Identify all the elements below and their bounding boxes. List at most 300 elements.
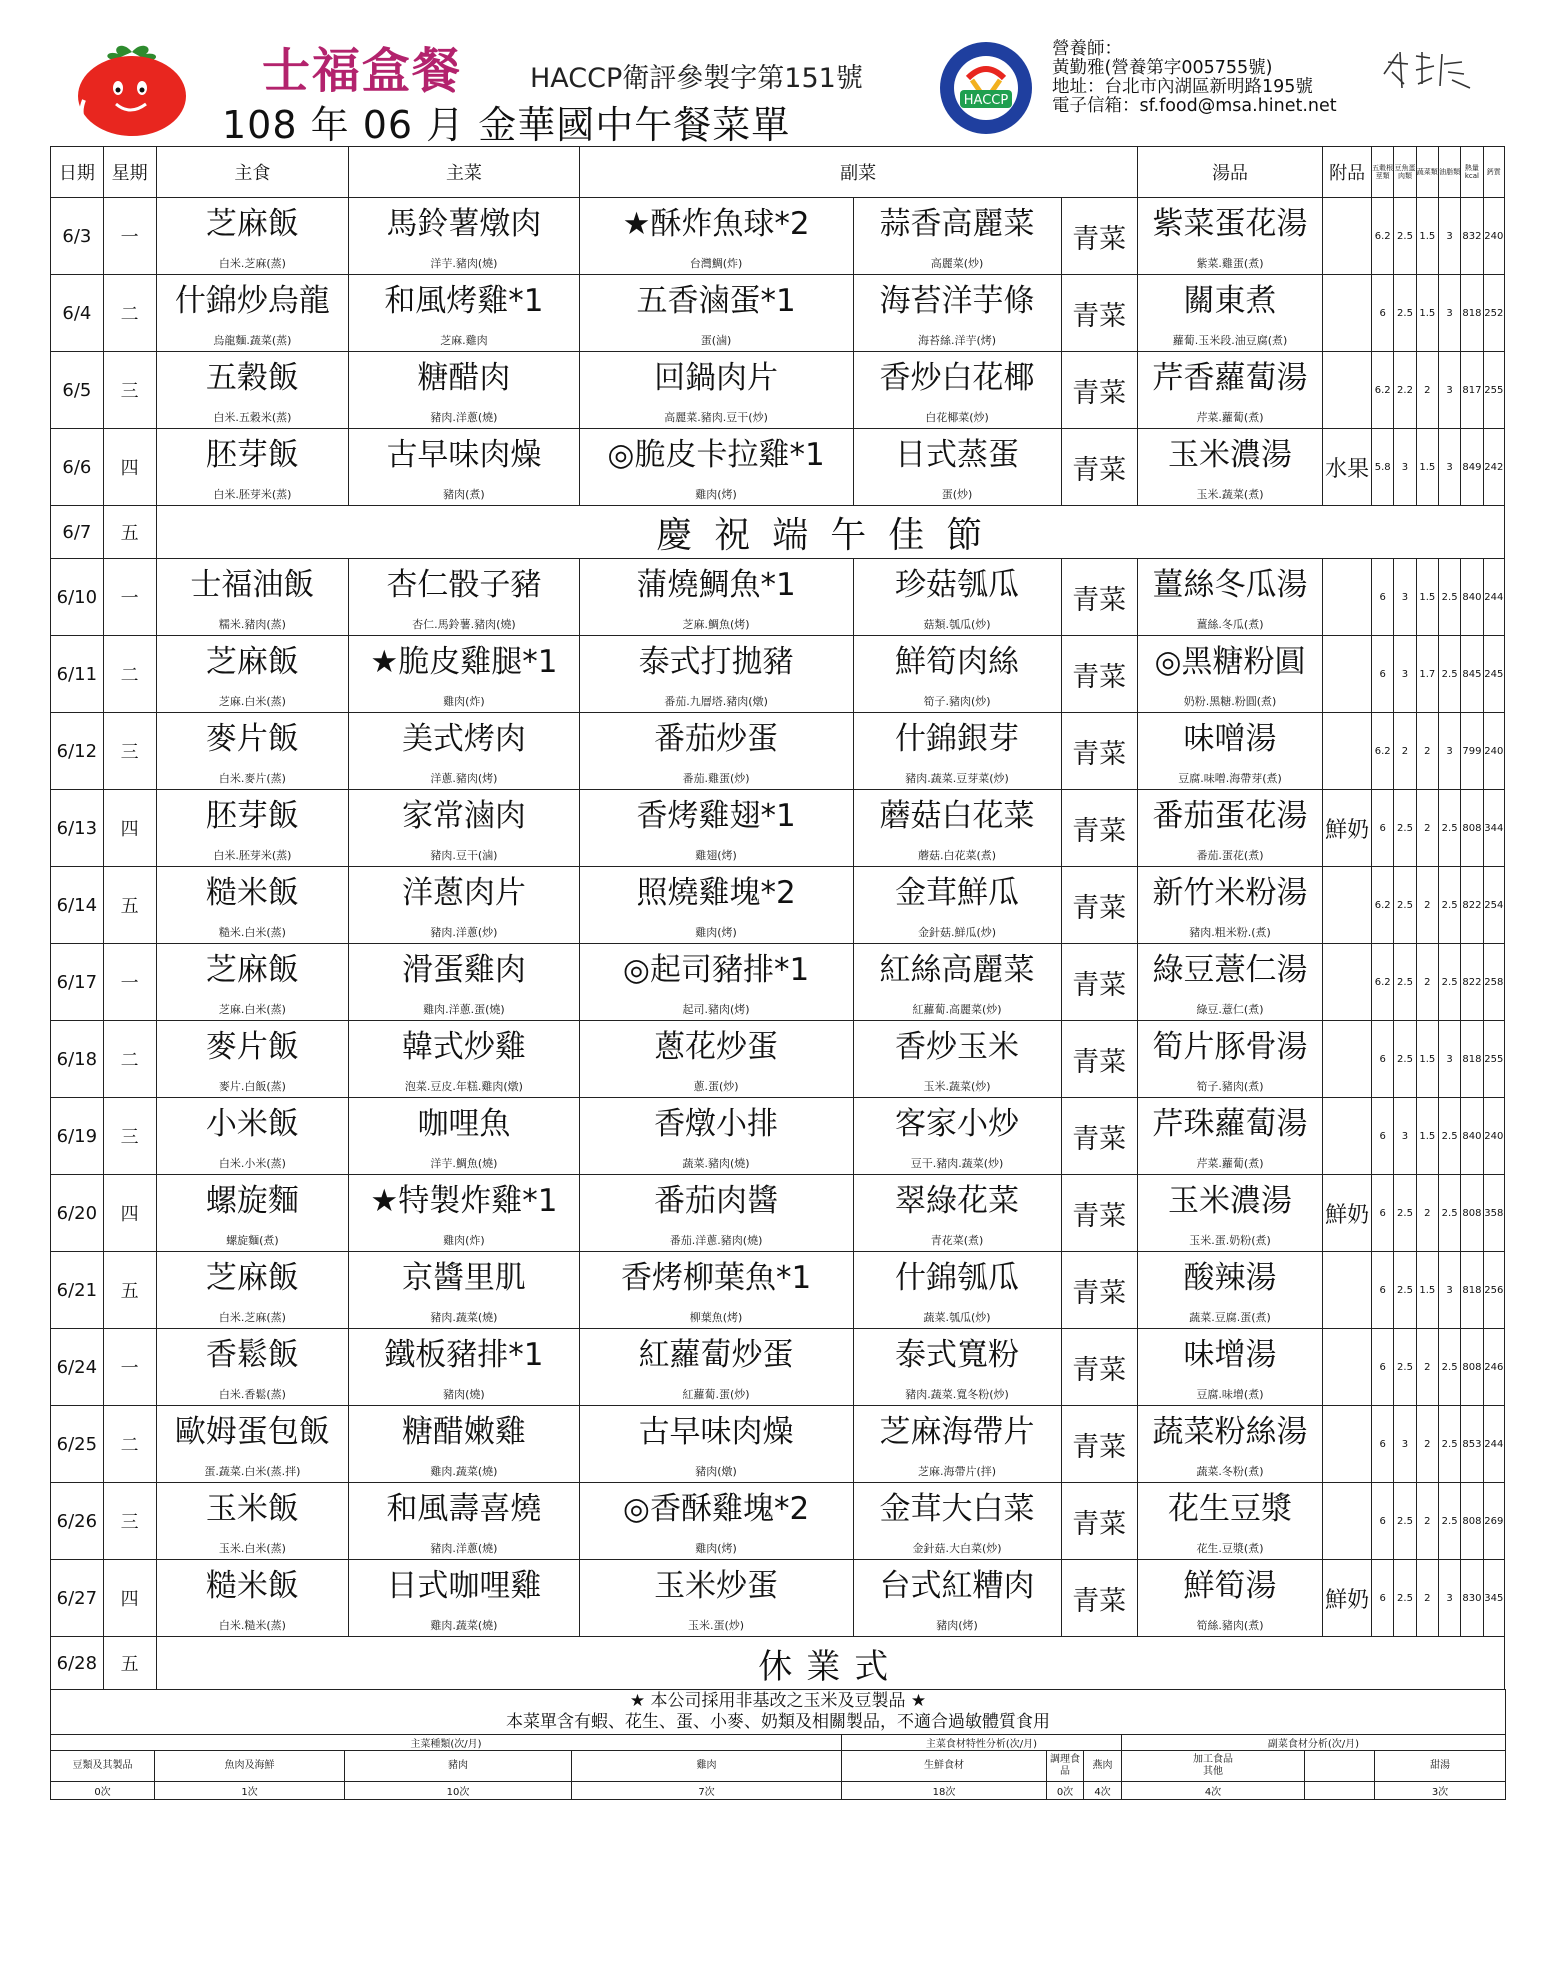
main-dish-block xyxy=(349,1023,578,1095)
staple-dish-block xyxy=(157,1177,349,1249)
staple-dish-ingredients: 麥片.白飯(蒸) xyxy=(218,1080,286,1093)
soup-name: 味增湯 xyxy=(1183,1337,1277,1373)
staple-dish xyxy=(156,867,349,944)
main-dish-ingredients: 雞肉(炸) xyxy=(443,695,485,708)
day-weekday: 五 xyxy=(103,867,156,944)
side-dish-1-block xyxy=(580,1100,853,1172)
main-dish-ingredients: 雞肉(炸) xyxy=(443,1234,485,1247)
nutrition-calcium: 255 xyxy=(1483,1021,1504,1098)
side-dish-1 xyxy=(579,867,853,944)
soup xyxy=(1137,867,1323,944)
side-dish-2-ingredients: 蔬菜.瓠瓜(炒) xyxy=(923,1311,991,1324)
footer-label: 調理食品 xyxy=(1047,1751,1084,1782)
main-dish xyxy=(349,867,579,944)
main-dish-name: 京醬里肌 xyxy=(401,1260,526,1296)
soup-name: 酸辣湯 xyxy=(1183,1260,1277,1296)
main-dish-block xyxy=(349,277,578,349)
table-header-row xyxy=(51,147,1505,198)
nutrition-vegetables: 1.5 xyxy=(1416,1252,1438,1329)
footer-value-blank xyxy=(1305,1782,1375,1800)
day-date: 6/6 xyxy=(51,429,104,506)
day-date: 6/28 xyxy=(51,1637,104,1690)
staple-dish xyxy=(156,1175,349,1252)
nutrition-calcium: 244 xyxy=(1483,1406,1504,1483)
side-dish-2-name: 芝麻海帶片 xyxy=(879,1414,1035,1450)
day-weekday: 五 xyxy=(103,506,156,559)
nutrition-protein: 3 xyxy=(1394,1406,1416,1483)
side-dish-2-name: 翠綠花菜 xyxy=(895,1183,1020,1219)
staple-dish-ingredients: 玉米.白米(蒸) xyxy=(218,1542,286,1555)
day-weekday: 二 xyxy=(103,275,156,352)
side-dish-1-name: 回鍋肉片 xyxy=(654,360,779,396)
main-dish-name: 鐵板豬排*1 xyxy=(384,1337,544,1373)
side-dish-2-name: 香炒白花椰 xyxy=(879,360,1035,396)
nutrition-grains: 6.2 xyxy=(1372,713,1394,790)
side-dish-1-ingredients: 蔥.蛋(炒) xyxy=(693,1080,739,1093)
col-date: 日期 xyxy=(51,147,104,198)
side-dish-2-name: 紅絲高麗菜 xyxy=(879,952,1035,988)
main-dish-name: 美式烤肉 xyxy=(401,721,526,757)
main-dish xyxy=(349,275,579,352)
nutrition-protein: 2 xyxy=(1394,713,1416,790)
soup-ingredients: 筍子.豬肉(煮) xyxy=(1196,1080,1264,1093)
footer-value: 10次 xyxy=(345,1782,572,1800)
col-side: 副菜 xyxy=(579,147,1137,198)
side-dish-2-block xyxy=(854,277,1061,349)
nutrition-calcium: 246 xyxy=(1483,1329,1504,1406)
staple-dish-ingredients: 白米.糙米(蒸) xyxy=(218,1619,286,1632)
side-dish-2 xyxy=(853,1175,1061,1252)
col-fats: 油脂類 xyxy=(1438,147,1460,198)
side-dish-1-block xyxy=(580,561,853,633)
soup xyxy=(1137,1329,1323,1406)
vegetable-dish: 青菜 xyxy=(1061,1021,1137,1098)
menu-footer xyxy=(50,1689,1506,1800)
staple-dish-name: 士福油飯 xyxy=(190,567,315,603)
day-date: 6/26 xyxy=(51,1483,104,1560)
day-weekday: 四 xyxy=(103,790,156,867)
soup-ingredients: 蔬菜.豆腐.蛋(煮) xyxy=(1189,1311,1271,1324)
staple-dish xyxy=(156,636,349,713)
nutrition-vegetables: 2 xyxy=(1416,1560,1438,1637)
main-dish-ingredients: 雞肉.洋蔥.蛋(燒) xyxy=(423,1003,505,1016)
soup-ingredients: 蔬菜.冬粉(煮) xyxy=(1196,1465,1264,1478)
menu-day-row xyxy=(51,1406,1505,1483)
side-dish-1-block xyxy=(580,431,853,503)
side-dish-1 xyxy=(579,1021,853,1098)
nutrition-fats: 2.5 xyxy=(1438,1329,1460,1406)
extra-item: 鮮奶 xyxy=(1323,1175,1372,1252)
side-dish-1-name: 紅蘿蔔炒蛋 xyxy=(638,1337,794,1373)
main-dish xyxy=(349,713,579,790)
nutrition-calcium: 252 xyxy=(1483,275,1504,352)
nutrition-protein: 3 xyxy=(1394,1098,1416,1175)
staple-dish-block xyxy=(157,561,349,633)
side-dish-1-ingredients: 雞翅(烤) xyxy=(695,849,737,862)
nutrition-grains: 6.2 xyxy=(1372,198,1394,275)
footer-label-row xyxy=(51,1751,1506,1782)
side-dish-2-name: 日式蒸蛋 xyxy=(895,437,1020,473)
day-weekday: 三 xyxy=(103,1098,156,1175)
main-dish-block xyxy=(349,715,578,787)
dietitian-line: 地址：台北市內湖區新明路195號 xyxy=(1052,77,1313,97)
staple-dish-name: 糙米飯 xyxy=(205,875,299,911)
day-date: 6/18 xyxy=(51,1021,104,1098)
nutrition-vegetables: 2 xyxy=(1416,867,1438,944)
nutrition-vegetables: 2 xyxy=(1416,944,1438,1021)
staple-dish-name: 小米飯 xyxy=(205,1106,299,1142)
side-dish-1 xyxy=(579,1175,853,1252)
soup xyxy=(1137,559,1323,636)
nutrition-grains: 6.2 xyxy=(1372,944,1394,1021)
nutrition-grains: 6 xyxy=(1372,1252,1394,1329)
side-dish-2 xyxy=(853,1021,1061,1098)
allergy-note: 本菜單含有蝦、花生、蛋、小麥、奶類及相關製品，不適合過敏體質食用 xyxy=(506,1712,1050,1732)
soup-ingredients: 薑絲.冬瓜(煮) xyxy=(1196,618,1264,631)
soup xyxy=(1137,790,1323,867)
soup-ingredients: 蘿蔔.玉米段.油豆腐(煮) xyxy=(1172,334,1288,347)
footer-label xyxy=(1122,1751,1305,1782)
soup-name: 芹香蘿蔔湯 xyxy=(1152,360,1308,396)
soup xyxy=(1137,1483,1323,1560)
dietitian-line: 黃勤雅(營養第字005755號) xyxy=(1052,58,1273,78)
side-dish-2 xyxy=(853,867,1061,944)
side-dish-1-name: ◎脆皮卡拉雞*1 xyxy=(607,437,825,473)
staple-dish-block xyxy=(157,1485,349,1557)
side-dish-2-name: 蒜香高麗菜 xyxy=(879,206,1035,242)
soup-block xyxy=(1138,200,1323,272)
side-dish-1-name: 香燉小排 xyxy=(654,1106,779,1142)
side-dish-1-ingredients: 芝麻.鯛魚(烤) xyxy=(682,618,750,631)
vegetable-dish: 青菜 xyxy=(1061,1560,1137,1637)
seal-text: HACCP xyxy=(963,93,1009,108)
side-dish-2-ingredients: 海苔絲.洋芋(烤) xyxy=(918,334,997,347)
extra-item xyxy=(1323,636,1372,713)
day-date: 6/13 xyxy=(51,790,104,867)
soup-ingredients: 玉米.蛋.奶粉(煮) xyxy=(1189,1234,1271,1247)
footer-label: 雞肉 xyxy=(572,1751,842,1782)
main-dish-block xyxy=(349,946,578,1018)
nutrition-vegetables: 2 xyxy=(1416,1406,1438,1483)
side-dish-2-name: 香炒玉米 xyxy=(895,1029,1020,1065)
main-dish-ingredients: 雞肉.蔬菜(燒) xyxy=(430,1619,498,1632)
soup-ingredients: 芹菜.蘿蔔(煮) xyxy=(1196,1157,1264,1170)
main-dish-ingredients: 芝麻.雞肉 xyxy=(440,334,488,347)
staple-dish-ingredients: 烏龍麵.蔬菜(蒸) xyxy=(213,334,292,347)
staple-dish-ingredients: 白米.胚芽米(蒸) xyxy=(213,488,292,501)
main-dish-name: ★特製炸雞*1 xyxy=(370,1183,558,1219)
main-dish-name: 咖哩魚 xyxy=(417,1106,511,1142)
side-dish-1-ingredients: 高麗菜.豬肉.豆干(炒) xyxy=(664,411,768,424)
soup-block xyxy=(1138,792,1323,864)
day-weekday: 二 xyxy=(103,1021,156,1098)
staple-dish-name: 麥片飯 xyxy=(205,1029,299,1065)
haccp-seal-icon xyxy=(938,40,1034,136)
side-dish-1 xyxy=(579,198,853,275)
menu-day-row xyxy=(51,275,1505,352)
side-dish-1 xyxy=(579,713,853,790)
soup-name: 芹珠蘿蔔湯 xyxy=(1152,1106,1308,1142)
side-dish-1-block xyxy=(580,1023,853,1095)
staple-dish-name: 五穀飯 xyxy=(205,360,299,396)
side-dish-2-ingredients: 高麗菜(炒) xyxy=(930,257,984,270)
main-dish-ingredients: 豬肉.豆干(滷) xyxy=(430,849,498,862)
main-dish xyxy=(349,1252,579,1329)
staple-dish-ingredients: 糯米.豬肉(蒸) xyxy=(218,618,286,631)
side-dish-2-block xyxy=(854,946,1061,1018)
soup xyxy=(1137,1021,1323,1098)
nutrition-vegetables: 2 xyxy=(1416,1175,1438,1252)
col-calories: 熱量kcal xyxy=(1461,147,1483,198)
staple-dish xyxy=(156,559,349,636)
staple-dish-name: 胚芽飯 xyxy=(205,437,299,473)
main-dish-block xyxy=(349,1254,578,1326)
side-dish-1-name: ◎起司豬排*1 xyxy=(622,952,810,988)
nutrition-vegetables: 2 xyxy=(1416,1483,1438,1560)
soup-ingredients: 玉米.蔬菜(煮) xyxy=(1196,488,1264,501)
side-dish-2-ingredients: 蛋(炒) xyxy=(941,488,973,501)
nutrition-vegetables: 2 xyxy=(1416,1329,1438,1406)
side-dish-2 xyxy=(853,1483,1061,1560)
side-dish-2 xyxy=(853,352,1061,429)
soup-ingredients: 綠豆.薏仁(煮) xyxy=(1196,1003,1264,1016)
extra-item xyxy=(1323,1021,1372,1098)
footer-value: 1次 xyxy=(155,1782,345,1800)
soup-ingredients: 筍絲.豬肉(煮) xyxy=(1196,1619,1264,1632)
staple-dish xyxy=(156,944,349,1021)
soup-name: 筍片豚骨湯 xyxy=(1152,1029,1308,1065)
main-dish-block xyxy=(349,1331,578,1403)
tomato-logo-icon xyxy=(72,40,192,140)
soup-block xyxy=(1138,1331,1323,1403)
soup-name: 番茄蛋花湯 xyxy=(1152,798,1308,834)
main-dish-types-heading: 主菜種類(次/月) xyxy=(51,1735,842,1751)
nutrition-calories: 840 xyxy=(1461,1098,1483,1175)
side-dish-2 xyxy=(853,1329,1061,1406)
side-dish-2-ingredients: 豬肉.蔬菜.豆芽菜(炒) xyxy=(905,772,1009,785)
staple-dish-name: 螺旋麵 xyxy=(205,1183,299,1219)
nutrition-calories: 849 xyxy=(1461,429,1483,506)
staple-dish-name: 歐姆蛋包飯 xyxy=(174,1414,330,1450)
staple-dish-block xyxy=(157,1254,349,1326)
side-dish-1-name: 古早味肉燥 xyxy=(638,1414,794,1450)
soup-ingredients: 番茄.蛋花(煮) xyxy=(1196,849,1264,862)
side-dish-1-ingredients: 豬肉(燉) xyxy=(695,1465,737,1478)
side-dish-2 xyxy=(853,636,1061,713)
staple-dish xyxy=(156,1329,349,1406)
main-dish xyxy=(349,559,579,636)
day-date: 6/14 xyxy=(51,867,104,944)
nutrition-vegetables: 2 xyxy=(1416,790,1438,867)
soup-name: ◎黑糖粉圓 xyxy=(1154,644,1306,680)
footer-label: 燕肉 xyxy=(1084,1751,1122,1782)
footer-group-row xyxy=(51,1735,1506,1751)
main-dish xyxy=(349,1329,579,1406)
side-dish-1-block xyxy=(580,277,853,349)
nutrition-vegetables: 1.5 xyxy=(1416,429,1438,506)
soup-ingredients: 豆腐.味增(煮) xyxy=(1196,1388,1264,1401)
side-dish-2 xyxy=(853,198,1061,275)
staple-dish-name: 玉米飯 xyxy=(205,1491,299,1527)
vegetable-dish: 青菜 xyxy=(1061,944,1137,1021)
main-dish xyxy=(349,1483,579,1560)
staple-dish-ingredients: 芝麻.白米(蒸) xyxy=(218,695,286,708)
side-dish-1 xyxy=(579,559,853,636)
side-dish-1 xyxy=(579,352,853,429)
main-dish-block xyxy=(349,200,578,272)
nutrition-grains: 6.2 xyxy=(1372,352,1394,429)
side-dish-1-name: ◎香酥雞塊*2 xyxy=(622,1491,810,1527)
soup-name: 新竹米粉湯 xyxy=(1152,875,1308,911)
col-protein: 豆魚蛋肉類 xyxy=(1394,147,1416,198)
non-gmo-note: ★ 本公司採用非基改之玉米及豆製品 ★ xyxy=(629,1691,927,1711)
side-dish-1-name: 照燒雞塊*2 xyxy=(636,875,796,911)
nutrition-protein: 3 xyxy=(1394,429,1416,506)
nutrition-fats: 3 xyxy=(1438,713,1460,790)
day-weekday: 五 xyxy=(103,1252,156,1329)
staple-dish xyxy=(156,352,349,429)
side-dish-1-block xyxy=(580,1408,853,1480)
nutrition-protein: 2.5 xyxy=(1394,1483,1416,1560)
soup-name: 紫菜蛋花湯 xyxy=(1152,206,1308,242)
menu-day-row xyxy=(51,198,1505,275)
side-dish-2-ingredients: 金針菇.大白菜(炒) xyxy=(912,1542,1002,1555)
main-dish xyxy=(349,1560,579,1637)
main-dish-name: 洋蔥肉片 xyxy=(401,875,526,911)
day-weekday: 二 xyxy=(103,636,156,713)
staple-dish xyxy=(156,1483,349,1560)
main-dish-ingredients: 豬肉.洋蔥(燒) xyxy=(430,1542,498,1555)
menu-title: 108 年 06 月 金華國中午餐菜單 xyxy=(222,103,791,147)
side-dish-1-ingredients: 蛋(滷) xyxy=(700,334,732,347)
side-dish-2 xyxy=(853,1560,1061,1637)
nutrition-protein: 2.5 xyxy=(1394,1021,1416,1098)
day-date: 6/20 xyxy=(51,1175,104,1252)
menu-day-row xyxy=(51,559,1505,636)
vegetable-dish: 青菜 xyxy=(1061,636,1137,713)
side-dish-1-name: 玉米炒蛋 xyxy=(654,1568,779,1604)
footer-value: 3次 xyxy=(1375,1782,1506,1800)
nutrition-fats: 2.5 xyxy=(1438,867,1460,944)
side-dish-1-name: 泰式打拋豬 xyxy=(638,644,794,680)
staple-dish-block xyxy=(157,431,349,503)
extra-item xyxy=(1323,1252,1372,1329)
main-dish-ingredients: 豬肉.蔬菜(燒) xyxy=(430,1311,498,1324)
side-dish-1-block xyxy=(580,946,853,1018)
menu-day-row xyxy=(51,1252,1505,1329)
side-dish-1-name: 番茄炒蛋 xyxy=(654,721,779,757)
nutrition-grains: 5.8 xyxy=(1372,429,1394,506)
staple-dish-name: 芝麻飯 xyxy=(205,952,299,988)
side-dish-2 xyxy=(853,1252,1061,1329)
staple-dish xyxy=(156,1098,349,1175)
nutrition-fats: 2.5 xyxy=(1438,636,1460,713)
soup xyxy=(1137,352,1323,429)
main-dish-ingredients: 杏仁.馬鈴薯.豬肉(燒) xyxy=(412,618,516,631)
side-dish-1-block xyxy=(580,1562,853,1634)
staple-dish-ingredients: 白米.胚芽米(蒸) xyxy=(213,849,292,862)
staple-dish-name: 胚芽飯 xyxy=(205,798,299,834)
nutrition-vegetables: 2 xyxy=(1416,352,1438,429)
staple-dish-ingredients: 糙米.白米(蒸) xyxy=(218,926,286,939)
nutrition-grains: 6 xyxy=(1372,275,1394,352)
menu-day-row xyxy=(51,1560,1505,1637)
nutrition-calories: 845 xyxy=(1461,636,1483,713)
side-dish-1-name: 香烤雞翅*1 xyxy=(636,798,796,834)
nutrition-calories: 817 xyxy=(1461,352,1483,429)
main-dish-name: 家常滷肉 xyxy=(401,798,526,834)
nutrition-protein: 2.5 xyxy=(1394,1175,1416,1252)
menu-day-row xyxy=(51,790,1505,867)
nutrition-protein: 2.5 xyxy=(1394,1252,1416,1329)
menu-day-row xyxy=(51,1483,1505,1560)
staple-dish-ingredients: 螺旋麵(煮) xyxy=(226,1234,279,1247)
side-dish-1-name: 五香滷蛋*1 xyxy=(636,283,796,319)
extra-item xyxy=(1323,944,1372,1021)
nutrition-grains: 6 xyxy=(1372,1021,1394,1098)
menu-day-row xyxy=(51,352,1505,429)
staple-dish-ingredients: 白米.香鬆(蒸) xyxy=(218,1388,286,1401)
nutrition-calcium: 240 xyxy=(1483,713,1504,790)
main-dish-name: 和風壽喜燒 xyxy=(386,1491,542,1527)
soup-block xyxy=(1138,638,1323,710)
day-date: 6/17 xyxy=(51,944,104,1021)
nutrition-vegetables: 1.5 xyxy=(1416,559,1438,636)
staple-dish-name: 什錦炒烏龍 xyxy=(174,283,330,319)
side-dish-2-ingredients: 菇類.瓠瓜(炒) xyxy=(923,618,991,631)
main-dish-block xyxy=(349,638,578,710)
extra-item xyxy=(1323,352,1372,429)
soup-name: 蔬菜粉絲湯 xyxy=(1152,1414,1308,1450)
side-dish-1-block xyxy=(580,1177,853,1249)
soup-block xyxy=(1138,869,1323,941)
day-date: 6/5 xyxy=(51,352,104,429)
side-dish-1-block xyxy=(580,638,853,710)
day-date: 6/10 xyxy=(51,559,104,636)
side-dish-2-block xyxy=(854,1100,1061,1172)
side-dish-1-ingredients: 雞肉(烤) xyxy=(695,1542,737,1555)
side-dish-2 xyxy=(853,713,1061,790)
day-date: 6/12 xyxy=(51,713,104,790)
soup-ingredients: 花生.豆漿(煮) xyxy=(1196,1542,1264,1555)
side-dish-1-name: 蔥花炒蛋 xyxy=(654,1029,779,1065)
nutrition-protein: 3 xyxy=(1394,559,1416,636)
day-date: 6/3 xyxy=(51,198,104,275)
soup-name: 花生豆漿 xyxy=(1167,1491,1292,1527)
nutrition-grains: 6 xyxy=(1372,1406,1394,1483)
side-dish-1-ingredients: 番茄.九層塔.豬肉(燉) xyxy=(664,695,768,708)
soup xyxy=(1137,1406,1323,1483)
side-dish-1-ingredients: 番茄.洋蔥.豬肉(燒) xyxy=(669,1234,763,1247)
staple-dish-ingredients: 芝麻.白米(蒸) xyxy=(218,1003,286,1016)
nutrition-grains: 6.2 xyxy=(1372,867,1394,944)
side-dish-2 xyxy=(853,1098,1061,1175)
nutrition-calories: 808 xyxy=(1461,1329,1483,1406)
side-dish-2-block xyxy=(854,200,1061,272)
staple-dish xyxy=(156,1252,349,1329)
soup-ingredients: 豬肉.粗米粉.(煮) xyxy=(1189,926,1271,939)
soup-ingredients: 奶粉.黑糖.粉圓(煮) xyxy=(1183,695,1277,708)
main-dish xyxy=(349,1406,579,1483)
staple-dish-ingredients: 白米.芝麻(蒸) xyxy=(218,1311,286,1324)
side-dish-2-block xyxy=(854,715,1061,787)
side-dish-2-block xyxy=(854,1254,1061,1326)
nutrition-grains: 6 xyxy=(1372,1483,1394,1560)
brand-name: 士福盒餐 xyxy=(262,43,463,99)
side-dish-1-ingredients: 番茄.雞蛋(炒) xyxy=(682,772,750,785)
nutrition-calcium: 254 xyxy=(1483,867,1504,944)
nutrition-vegetables: 1.5 xyxy=(1416,275,1438,352)
